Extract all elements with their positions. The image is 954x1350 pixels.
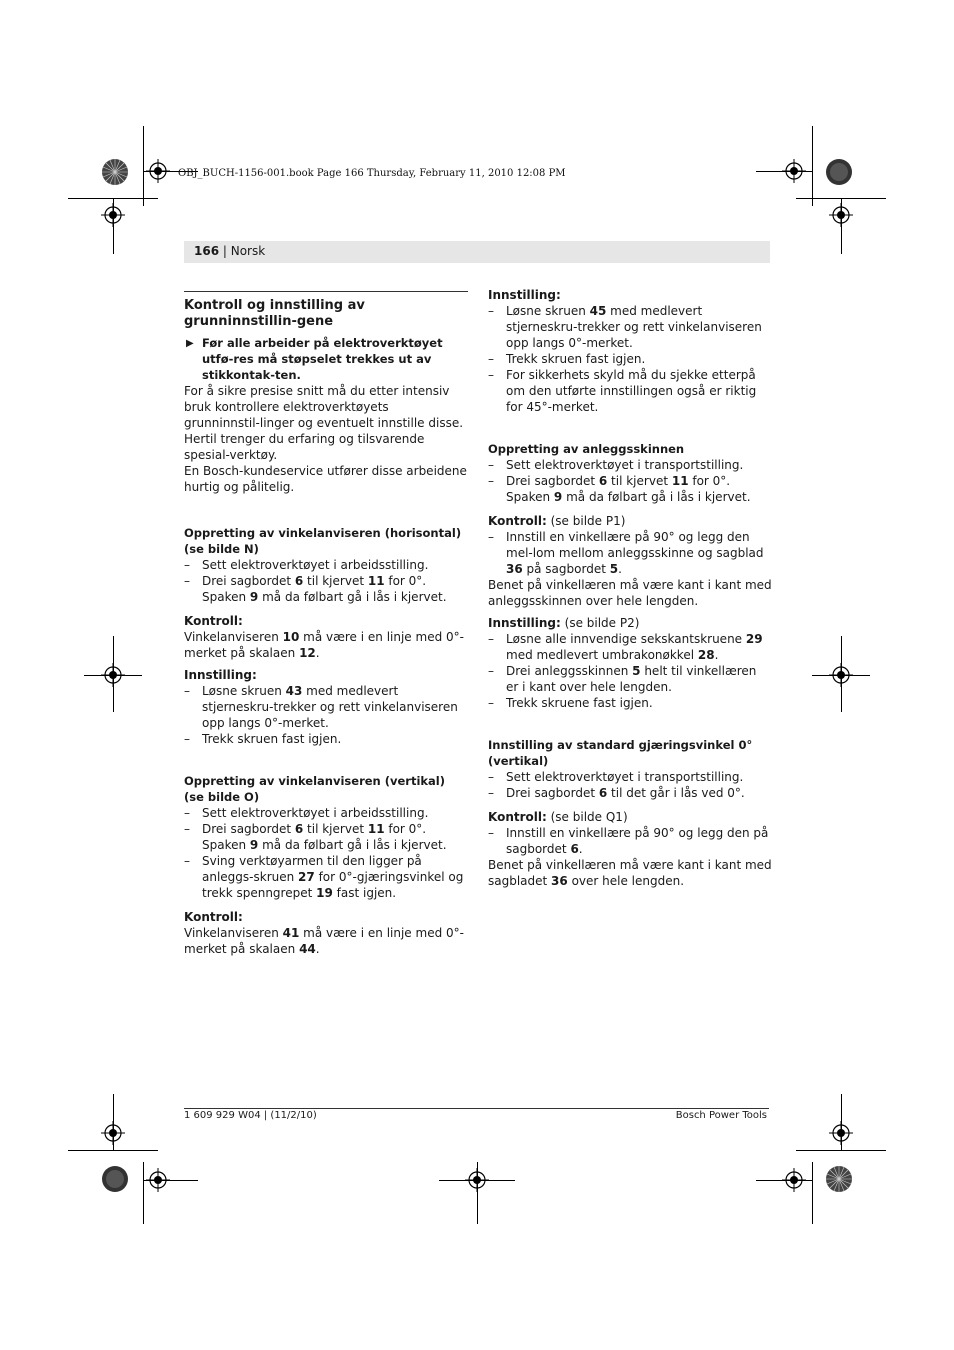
text-run: Løsne skruen — [202, 684, 286, 698]
text-run: Sett elektroverktøyet i arbeidsstilling. — [202, 806, 429, 820]
figure-reference: (se bilde P2) — [560, 616, 640, 630]
figure-reference: (se bilde Q1) — [546, 810, 628, 824]
list-item — [488, 825, 772, 857]
text-run: Vinkelanviseren — [184, 926, 283, 940]
book-info-line: OBJ_BUCH-1156-001.book Page 166 Thursday, February 11, 2010 12:08 PM — [178, 168, 566, 179]
registration-target-icon — [146, 159, 170, 183]
text-run: med medlevert stjerneskru-trekker og rett vinkelanviseren opp langs 0°-merket. — [506, 304, 762, 350]
running-header — [194, 244, 265, 258]
list-item — [488, 351, 772, 367]
registration-target-icon — [829, 203, 853, 227]
text-run: Innstill en vinkellære på 90° og legg den på sagbordet — [506, 826, 769, 856]
text-run: for 0°-gjæringsvinkel og trekk spenngrepet — [202, 870, 464, 900]
step-list — [488, 303, 772, 415]
list-item — [184, 853, 468, 901]
text-run: til kjervet — [607, 474, 672, 488]
part-number: 10 — [282, 630, 300, 644]
part-number: 45 — [589, 304, 607, 318]
footer-document-number: 1 609 929 W04 | (11/2/10) — [184, 1110, 317, 1121]
part-number: 6 — [294, 574, 304, 588]
registration-target-icon — [101, 663, 125, 687]
list-item — [488, 663, 772, 695]
setting-label: Innstilling: — [184, 668, 257, 682]
figure-reference: (se bilde P1) — [546, 514, 626, 528]
dark-target-icon — [825, 158, 853, 186]
list-item — [488, 785, 772, 801]
list-item — [184, 557, 468, 573]
control-heading — [488, 513, 772, 529]
text-run: på sagbordet — [522, 562, 610, 576]
running-header-bar — [184, 241, 770, 263]
list-item — [488, 529, 772, 577]
starburst-target-icon — [101, 158, 129, 186]
crop-mark — [796, 1150, 886, 1151]
text-run: Vinkelanviseren — [184, 630, 283, 644]
setting-label: Innstilling: — [488, 288, 561, 302]
part-number: 27 — [298, 870, 315, 884]
control-heading — [488, 809, 772, 825]
part-number: 12 — [299, 646, 316, 660]
part-number: 28 — [697, 648, 715, 662]
part-number: 11 — [671, 474, 689, 488]
registration-target-icon — [101, 203, 125, 227]
text-run: til kjervet — [303, 822, 368, 836]
safety-warning-text: Før alle arbeider på elektroverktøyet utfø-res må støpselet trekkes ut av stikkontak-ten. — [202, 336, 443, 382]
footer-rule — [184, 1108, 769, 1109]
text-run: Drei sagbordet — [506, 474, 599, 488]
text-run: Løsne skruen — [506, 304, 590, 318]
crop-mark — [812, 126, 813, 206]
subsection-title: Oppretting av anleggsskinnen — [488, 442, 685, 456]
part-number: 5 — [609, 562, 619, 576]
part-number: 29 — [745, 632, 763, 646]
text-run: . — [315, 646, 320, 660]
text-run: for 0°. Spaken — [202, 822, 427, 852]
text-run: . — [714, 648, 719, 662]
part-number: 6 — [294, 822, 304, 836]
step-list — [488, 457, 772, 505]
list-item — [488, 631, 772, 663]
text-run: Trekk skruen fast igjen. — [506, 352, 646, 366]
list-item — [488, 303, 772, 351]
text-run: fast igjen. — [332, 886, 397, 900]
text-run: Drei anleggsskinnen — [506, 664, 633, 678]
text-run: med medlevert stjerneskru-trekker og rett vinkelanviseren opp langs 0°-merket. — [202, 684, 458, 730]
safety-warning — [184, 335, 468, 383]
part-number: 19 — [316, 886, 333, 900]
text-run: Sett elektroverktøyet i arbeidsstilling. — [202, 558, 429, 572]
warning-arrow-icon: ▶ — [186, 338, 194, 349]
crop-mark — [143, 126, 144, 206]
text-run: for 0°. Spaken — [202, 574, 427, 604]
text-run: Innstill en vinkellære på 90° og legg den mel-lom mellom anleggsskinne og sagblad — [506, 530, 764, 560]
registration-target-icon — [465, 1168, 489, 1192]
step-list — [184, 557, 468, 605]
control-note: Benet på vinkellæren må være kant i kant med anleggsskinnen over hele lengden. — [488, 578, 772, 608]
control-note — [488, 857, 772, 889]
part-number: 6 — [570, 842, 579, 856]
text-run: til det går i lås ved 0°. — [607, 786, 745, 800]
list-item — [184, 731, 468, 747]
part-number: 41 — [282, 926, 300, 940]
setting-label: Innstilling: — [488, 616, 561, 630]
footer-brand: Bosch Power Tools — [675, 1110, 767, 1121]
part-number: 9 — [249, 838, 259, 852]
subsection-title: Innstilling av standard gjæringsvinkel 0° (vertikal) — [488, 738, 753, 768]
part-number: 36 — [551, 874, 568, 888]
text-run: må være i en linje med 0°-merket på skalaen — [184, 926, 464, 956]
dark-target-icon — [101, 1165, 129, 1193]
subsection-title: Oppretting av vinkelanviseren (horisontal) (se bilde N) — [184, 526, 462, 556]
column-rule — [184, 291, 468, 292]
part-number: 9 — [553, 490, 563, 504]
list-item — [488, 457, 772, 473]
registration-target-icon — [829, 663, 853, 687]
list-item — [488, 473, 772, 505]
page-number: 166 — [194, 244, 220, 258]
intro-paragraph: Hertil trenger du erfaring og tilsvarende spesial-verktøy. — [184, 432, 425, 462]
registration-target-icon — [146, 1168, 170, 1192]
step-list — [488, 631, 772, 711]
registration-target-icon — [829, 1121, 853, 1145]
text-run: må da følbart gå i lås i kjervet. — [562, 490, 751, 504]
crop-mark — [68, 1150, 158, 1151]
text-run: over hele lengden. — [567, 874, 685, 888]
text-run: Drei sagbordet — [202, 574, 295, 588]
list-item — [488, 695, 772, 711]
registration-target-icon — [782, 159, 806, 183]
intro-paragraph: En Bosch-kundeservice utfører disse arbeidene hurtig og pålitelig. — [184, 464, 467, 494]
part-number: 11 — [367, 574, 385, 588]
registration-target-icon — [101, 1121, 125, 1145]
text-run: helt til vinkellæren er i kant over hele lengden. — [506, 664, 757, 694]
crop-mark — [143, 1162, 144, 1224]
list-item — [184, 821, 468, 853]
control-text — [184, 925, 468, 957]
part-number: 5 — [632, 664, 641, 678]
text-run: Sving verktøyarmen til den ligger på anleggs-skruen — [202, 854, 422, 884]
text-run: Drei sagbordet — [506, 786, 599, 800]
text-run: må være i en linje med 0°-merket på skalaen — [184, 630, 464, 660]
registration-target-icon — [782, 1168, 806, 1192]
text-run: for 0°. Spaken — [506, 474, 731, 504]
text-run: Sett elektroverktøyet i transportstilling. — [506, 458, 744, 472]
part-number: 9 — [249, 590, 259, 604]
control-label: Kontroll: — [184, 614, 243, 628]
text-run: Drei sagbordet — [202, 822, 295, 836]
control-label: Kontroll: — [488, 810, 547, 824]
list-item — [488, 769, 772, 785]
intro-paragraph: For å sikre presise snitt må du etter intensiv bruk kontrollere elektroverktøyets grunninnstil-linger og eventuelt innstille disse. — [184, 384, 464, 430]
text-run: Trekk skruen fast igjen. — [202, 732, 342, 746]
subsection-title: Oppretting av vinkelanviseren (vertikal) (se bilde O) — [184, 774, 445, 804]
text-run: må da følbart gå i lås i kjervet. — [258, 838, 447, 852]
list-item — [184, 805, 468, 821]
list-item — [488, 367, 772, 415]
crop-mark — [812, 1162, 813, 1224]
text-run: Benet på vinkellæren må være kant i kant med sagbladet — [488, 858, 772, 888]
part-number: 36 — [506, 562, 523, 576]
text-run: Sett elektroverktøyet i transportstilling. — [506, 770, 744, 784]
header-language: Norsk — [230, 244, 266, 258]
text-run: Trekk skruene fast igjen. — [506, 696, 653, 710]
list-item — [184, 683, 468, 731]
header-separator: | — [219, 244, 231, 258]
step-list — [488, 769, 772, 801]
list-item — [184, 573, 468, 605]
control-label: Kontroll: — [488, 514, 547, 528]
left-column — [184, 291, 468, 957]
part-number: 6 — [598, 474, 608, 488]
text-run: med medlevert umbrakonøkkel — [506, 648, 698, 662]
right-column — [488, 287, 772, 889]
part-number: 43 — [285, 684, 303, 698]
text-run: må da følbart gå i lås i kjervet. — [258, 590, 447, 604]
starburst-target-icon — [825, 1165, 853, 1193]
text-run: . — [618, 562, 622, 576]
setting-heading — [488, 615, 772, 631]
step-list — [184, 805, 468, 901]
control-label: Kontroll: — [184, 910, 243, 924]
text-run: . — [315, 942, 320, 956]
text-run: For sikkerhets skyld må du sjekke etterpå om den utførte innstillingen også er riktig for 45°-merket. — [506, 368, 757, 414]
step-list — [488, 825, 772, 857]
part-number: 11 — [367, 822, 385, 836]
text-run: Løsne alle innvendige sekskantskruene — [506, 632, 746, 646]
text-run: til kjervet — [303, 574, 368, 588]
step-list — [184, 683, 468, 747]
control-text — [184, 629, 468, 661]
part-number: 6 — [598, 786, 608, 800]
text-run: . — [578, 842, 583, 856]
section-heading: Kontroll og innstilling av grunninnstillin-gene — [184, 298, 365, 329]
part-number: 44 — [299, 942, 316, 956]
step-list — [488, 529, 772, 577]
